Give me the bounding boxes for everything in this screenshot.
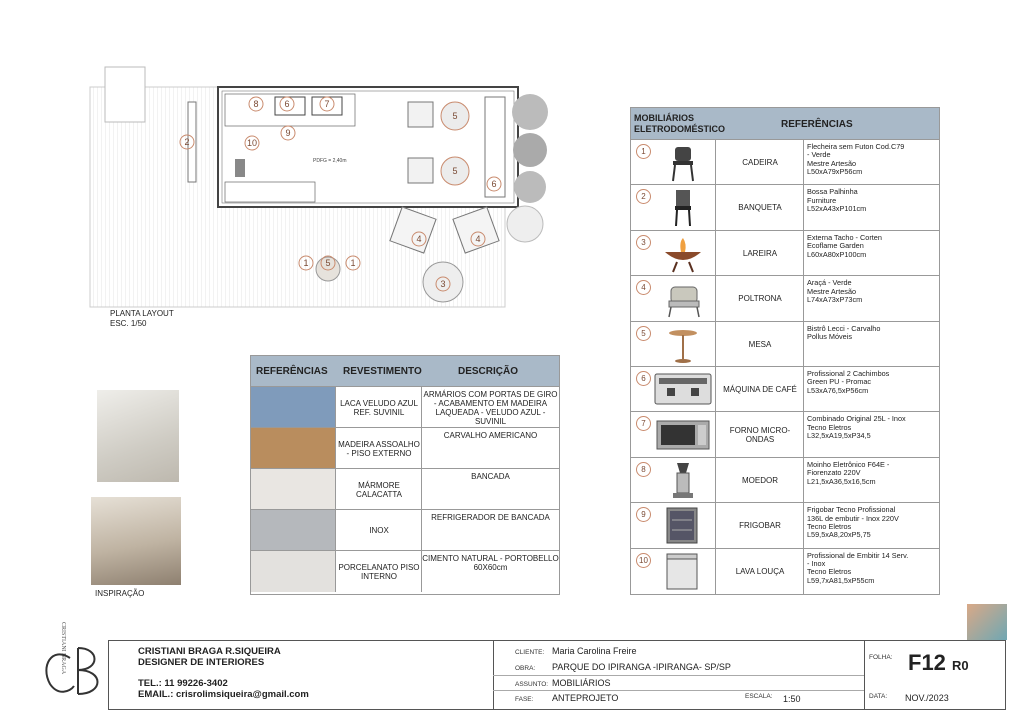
- furniture-number: 9: [636, 507, 651, 522]
- materials-header-ref: REFERÊNCIAS: [256, 366, 328, 377]
- sheet-revision: R0: [952, 658, 969, 673]
- minibar-icon: [651, 506, 715, 545]
- cliente-label: CLIENTE:: [515, 649, 545, 656]
- furniture-row: [631, 548, 939, 594]
- furniture-row: [631, 139, 939, 185]
- material-swatch: [251, 428, 335, 469]
- material-swatch: [251, 469, 335, 510]
- contact-block: [138, 678, 309, 700]
- furniture-row: [631, 275, 939, 321]
- furniture-reference: Bistrô Lecci - Carvalho Pollus Móveis: [803, 322, 939, 367]
- fase-value: ANTEPROJETO: [552, 693, 619, 703]
- furniture-table: [630, 107, 940, 595]
- logo-side-text: CRISTIANI BRAGA: [60, 622, 66, 675]
- fase-label: FASE:: [515, 696, 534, 703]
- data-value: NOV./2023: [905, 693, 949, 703]
- furniture-number: 6: [636, 371, 651, 386]
- furniture-reference: Flecheira sem Futon Cod.C79 - Verde Mestre Artesão L50xA79xP56cm: [803, 140, 939, 185]
- material-desc: ARMÁRIOS COM PORTAS DE GIRO - ACABAMENTO EM MADEIRA LAQUEADA - VELUDO AZUL - SUVINIL: [421, 387, 559, 428]
- materials-row: [251, 427, 559, 469]
- plan-marker: 4: [475, 234, 481, 244]
- designer-email: EMAIL.: crisrolimsiqueira@gmail.com: [138, 689, 309, 700]
- furniture-number: 8: [636, 462, 651, 477]
- brand-badge: [967, 604, 1007, 640]
- designer-name: CRISTIANI BRAGA R.SIQUEIRA: [138, 646, 281, 657]
- furniture-number: 5: [636, 326, 651, 341]
- materials-row: [251, 468, 559, 510]
- material-swatch: [251, 387, 335, 428]
- furniture-name: MÁQUINA DE CAFÉ: [715, 367, 804, 412]
- material-revest: LACA VELUDO AZUL REF. SUVINIL: [335, 387, 422, 428]
- plan-marker: 4: [416, 234, 422, 244]
- furniture-name: FRIGOBAR: [715, 503, 804, 548]
- sheet-number: [908, 650, 969, 676]
- furniture-name: FORNO MICRO-ONDAS: [715, 412, 804, 457]
- data-label: DATA:: [869, 693, 888, 700]
- furniture-reference: Externa Tacho - Corten Ecoflame Garden L60xA80xP100cm: [803, 231, 939, 276]
- sheet-code: F12: [908, 650, 946, 675]
- furniture-header: [631, 108, 939, 139]
- furniture-reference: Moinho Eletrônico F64E - Fiorenzato 220V L21,5xA36,5x16,5cm: [803, 458, 939, 503]
- furniture-name: LAREIRA: [715, 231, 804, 276]
- material-desc: REFRIGERADOR DE BANCADA: [421, 510, 559, 551]
- microwave-icon: [651, 415, 715, 454]
- dishwasher-icon: [651, 552, 715, 591]
- obra-value: PARQUE DO IPIRANGA -IPIRANGA- SP/SP: [552, 662, 731, 672]
- plan-marker: 6: [284, 99, 290, 109]
- furniture-row: [631, 366, 939, 412]
- assunto-value: MOBILIÁRIOS: [552, 678, 611, 688]
- furniture-row: [631, 502, 939, 548]
- plan-marker: 7: [324, 99, 330, 109]
- floor-plan: [85, 62, 565, 322]
- furniture-header-left-2: ELETRODOMÉSTICO: [634, 124, 726, 134]
- furniture-name: BANQUETA: [715, 185, 804, 230]
- material-revest: INOX: [335, 510, 422, 551]
- brand-logo: [38, 618, 104, 700]
- furniture-reference: Araçá - Verde Mestre Artesão L74xA73xP73cm: [803, 276, 939, 321]
- material-swatch: [251, 510, 335, 551]
- material-desc: BANCADA: [421, 469, 559, 510]
- grinder-icon: [651, 461, 715, 500]
- furniture-number: 3: [636, 235, 651, 250]
- plan-label-title: PLANTA LAYOUT: [110, 309, 174, 318]
- designer-block: [138, 646, 281, 668]
- bistro-table-icon: [651, 325, 715, 364]
- cliente-value: Maria Carolina Freire: [552, 646, 637, 656]
- furniture-reference: Combinado Original 25L - Inox Tecno Eletros L32,5xA19,5xP34,5: [803, 412, 939, 457]
- furniture-reference: Bossa Palhinha Furniture L52xA43xP101cm: [803, 185, 939, 230]
- furniture-row: [631, 411, 939, 457]
- materials-row: [251, 509, 559, 551]
- furniture-reference: Profissional 2 Cachimbos Green PU - Promac L53xA76,5xP56cm: [803, 367, 939, 412]
- escala-value: 1:50: [783, 694, 801, 704]
- plan-note: PDFG = 2,40m: [313, 158, 347, 164]
- espresso-machine-icon: [651, 370, 715, 409]
- folha-label: FOLHA:: [869, 654, 893, 661]
- plan-label: [110, 309, 174, 329]
- furniture-row: [631, 457, 939, 503]
- furniture-reference: Profissional de Embitir 14 Serv. - Inox Tecno Eletros L59,7xA81,5xP55cm: [803, 549, 939, 594]
- furniture-name: MOEDOR: [715, 458, 804, 503]
- furniture-name: LAVA LOUÇA: [715, 549, 804, 594]
- materials-table: [250, 355, 560, 595]
- material-swatch: [251, 551, 335, 592]
- furniture-row: [631, 230, 939, 276]
- armchair-icon: [651, 279, 715, 318]
- plan-label-scale: ESC. 1/50: [110, 319, 147, 328]
- assunto-label: ASSUNTO:: [515, 681, 549, 688]
- designer-phone: TEL.: 11 99226-3402: [138, 678, 228, 689]
- materials-header-revest: REVESTIMENTO: [343, 366, 422, 377]
- plan-marker: 8: [253, 99, 259, 109]
- materials-header-desc: DESCRIÇÃO: [458, 366, 519, 377]
- plan-marker: 3: [440, 279, 446, 289]
- furniture-header-right: REFERÊNCIAS: [781, 119, 853, 130]
- furniture-header-left-1: MOBILIÁRIOS: [634, 113, 694, 123]
- material-revest: MÁRMORE CALACATTA: [335, 469, 422, 510]
- material-desc: CIMENTO NATURAL - PORTOBELLO 60X60cm: [421, 551, 559, 592]
- inspiration-label: INSPIRAÇÃO: [95, 589, 145, 598]
- material-revest: PORCELANATO PISO INTERNO: [335, 551, 422, 592]
- furniture-name: POLTRONA: [715, 276, 804, 321]
- escala-label: ESCALA:: [745, 693, 773, 700]
- chair-icon: [651, 143, 715, 182]
- furniture-row: [631, 321, 939, 367]
- materials-row: [251, 386, 559, 428]
- furniture-number: 7: [636, 416, 651, 431]
- plan-marker: 6: [491, 179, 497, 189]
- furniture-number: 1: [636, 144, 651, 159]
- plan-marker: 10: [246, 138, 258, 148]
- inspiration-image: [91, 497, 181, 585]
- plan-marker: 2: [184, 137, 190, 147]
- designer-role: DESIGNER DE INTERIORES: [138, 657, 265, 668]
- plan-marker: 1: [350, 258, 356, 268]
- plan-marker: 5: [452, 111, 458, 121]
- plan-marker: 9: [285, 128, 291, 138]
- obra-label: OBRA:: [515, 665, 536, 672]
- furniture-name: MESA: [715, 322, 804, 367]
- furniture-number: 10: [636, 553, 651, 568]
- inspiration-image: [97, 390, 179, 482]
- furniture-reference: Frigobar Tecno Profissional 136L de embutir - Inox 220V Tecno Eletros L59,5xA8,20xP5,75: [803, 503, 939, 548]
- furniture-row: [631, 184, 939, 230]
- plan-marker: 1: [303, 258, 309, 268]
- material-revest: MADEIRA ASSOALHO - PISO EXTERNO: [335, 428, 422, 469]
- plan-marker: 5: [325, 258, 331, 268]
- plan-marker: 5: [452, 166, 458, 176]
- materials-header: [251, 356, 559, 386]
- furniture-number: 2: [636, 189, 651, 204]
- furniture-name: CADEIRA: [715, 140, 804, 185]
- bar-stool-icon: [651, 188, 715, 227]
- material-desc: CARVALHO AMERICANO: [421, 428, 559, 469]
- fire-pit-icon: [651, 234, 715, 273]
- furniture-number: 4: [636, 280, 651, 295]
- materials-row: [251, 550, 559, 594]
